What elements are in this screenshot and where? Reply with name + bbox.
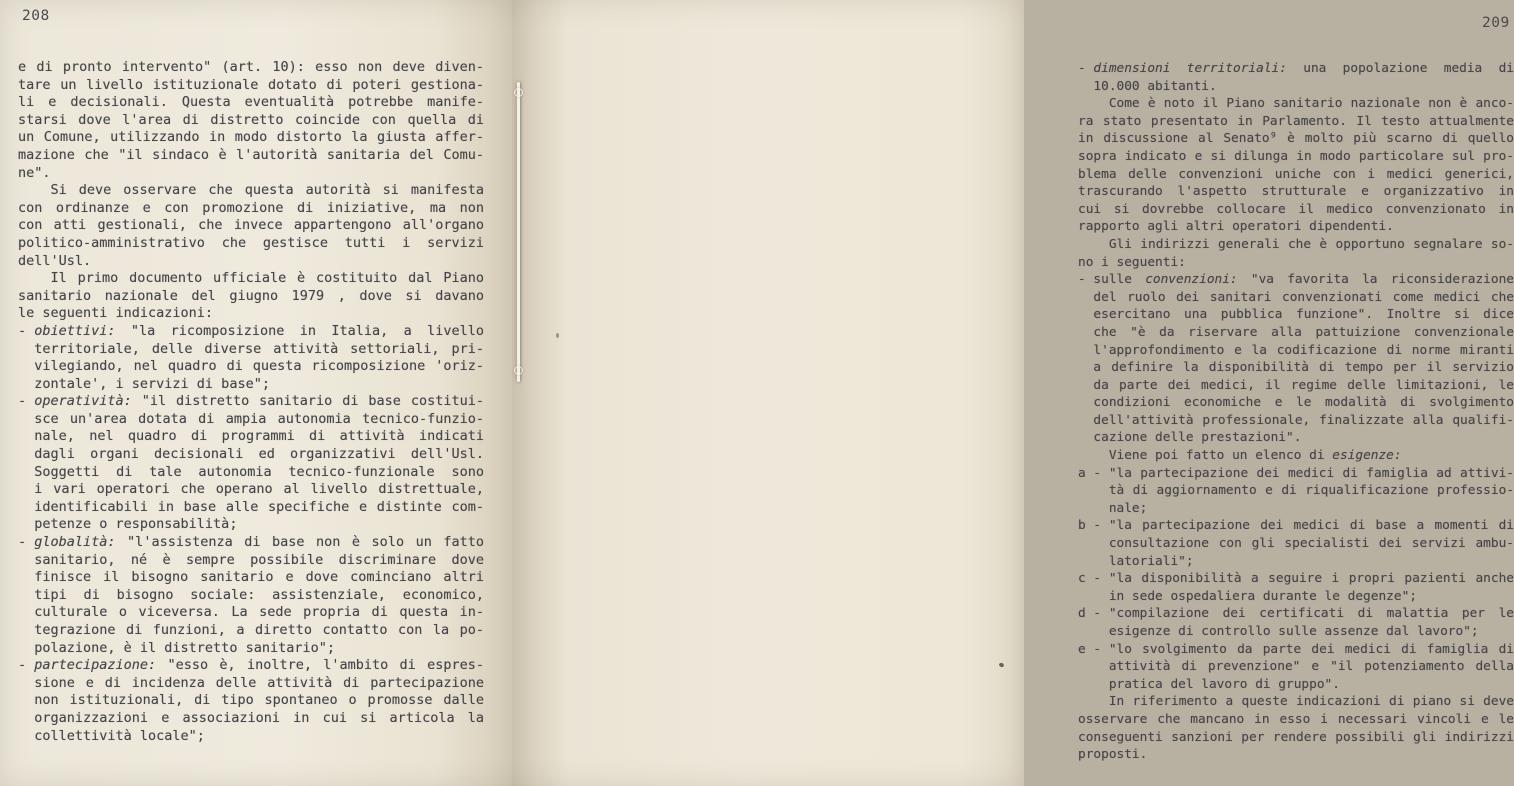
hanging-indent: [18, 604, 34, 622]
staple-mark-bottom: [514, 366, 523, 375]
text-line: [1078, 447, 1514, 465]
paragraph-indent: [1078, 693, 1109, 711]
line-text: dell'Usl.: [18, 252, 92, 269]
text-line: [1078, 641, 1514, 659]
paragraph: [18, 270, 484, 323]
hanging-indent: [18, 569, 34, 587]
list-marker: -: [18, 534, 35, 551]
text-line: [1078, 693, 1514, 711]
text-line: [18, 217, 484, 235]
text-line: [18, 305, 484, 323]
line-text: no i seguenti:: [1078, 254, 1186, 270]
text-line: [18, 200, 484, 218]
line-text: cui si dovrebbe collocare il medico convenzionato in: [1078, 201, 1514, 217]
text-line: [18, 288, 484, 306]
line-text: "lo svolgimento da parte dei medici di famiglia di: [1108, 641, 1514, 657]
text-line: [18, 587, 484, 605]
line-text: sanitario, né è sempre possibile discriminare dove: [34, 551, 484, 568]
line-text: tare un livello istituzionale dotato di poteri gestiona-: [18, 76, 484, 93]
hanging-indent: [1078, 553, 1109, 571]
text-line: [18, 270, 484, 288]
text-line: [18, 481, 484, 499]
line-text: a definire la disponibilità di tempo per il servizio: [1093, 360, 1514, 376]
line-text: "la disponibilità a seguire i propri pazienti anche: [1108, 571, 1514, 587]
line-text: nale;: [1108, 500, 1148, 516]
hanging-indent: [1078, 623, 1109, 641]
hanging-indent: [18, 675, 34, 693]
list-item: [1078, 60, 1514, 95]
line-text: in sede ospedaliera durante le degenze";: [1108, 588, 1417, 604]
paragraph-indent: [18, 270, 51, 288]
list-item: [1078, 570, 1514, 605]
line-text: culturale o viceversa. La sede propria di questa in-: [34, 604, 484, 621]
line-text: collettività locale";: [34, 727, 205, 744]
text-line: [1078, 746, 1514, 764]
line-text: latoriali";: [1108, 553, 1194, 569]
line-text: dell'attività professionale, finalizzate alla qualifi-: [1093, 412, 1514, 428]
text-line: [1078, 342, 1514, 360]
line-text: dagli organi decisionali ed organizzativi dell'Usl.: [34, 446, 484, 463]
hanging-indent: [1078, 78, 1093, 96]
paragraph-indent: [1078, 236, 1109, 254]
list-item: [1078, 465, 1514, 518]
line-text: da parte dei medici, il regime delle limitazioni, le: [1093, 377, 1514, 393]
text-line: [1078, 201, 1514, 219]
text-line: [18, 604, 484, 622]
text-line: [18, 622, 484, 640]
hanging-indent: [1078, 588, 1109, 606]
line-text: ne".: [18, 164, 51, 181]
list-item: [18, 657, 484, 745]
hanging-indent: [18, 428, 34, 446]
hanging-indent: [18, 464, 34, 482]
line-text: partecipazione: "esso è, inoltre, l'ambito di espres-: [34, 657, 484, 674]
line-text: l'approfondimento e la codificazione di norme miranti: [1093, 342, 1514, 358]
hanging-indent: [18, 376, 34, 394]
line-text: ra stato presentato in Parlamento. Il testo attualmente: [1078, 113, 1514, 129]
line-text: sopra indicato e si dilunga in modo particolare sul pro-: [1078, 148, 1514, 164]
hanging-indent: [18, 516, 34, 534]
list-marker: -: [18, 657, 35, 674]
line-text: conseguenti sanzioni per rendere possibili gli indirizzi: [1078, 729, 1514, 745]
list-marker: -: [1078, 272, 1094, 288]
text-line: [18, 165, 484, 183]
text-line: [1078, 166, 1514, 184]
paper-speck: [556, 333, 559, 338]
paragraph: [18, 182, 484, 270]
text-line: [18, 640, 484, 658]
text-line: [1078, 658, 1514, 676]
text-line: [1078, 377, 1514, 395]
paragraph: [1078, 447, 1514, 465]
text-line: [18, 112, 484, 130]
hanging-indent: [18, 587, 34, 605]
line-text: Come è noto il Piano sanitario nazionale non è anco-: [1108, 96, 1514, 112]
line-text: del ruolo dei sanitari convenzionati come medici che: [1093, 289, 1514, 305]
line-text: consultazione con gli specialisti dei servizi ambu-: [1108, 536, 1514, 552]
line-text: territoriale, delle diverse attività settoriali, pri-: [34, 340, 484, 357]
line-text: cazione delle prestazioni".: [1093, 430, 1302, 446]
page-number-left: 208: [22, 8, 50, 24]
line-text: petenze o responsabilità;: [34, 516, 238, 533]
hanging-indent: [1078, 394, 1093, 412]
text-line: [18, 341, 484, 359]
text-line: [1078, 359, 1514, 377]
text-line: [1078, 570, 1514, 588]
line-text: mazione che "il sindaco è l'autorità sanitaria del Comu-: [18, 146, 484, 163]
text-line: [1078, 535, 1514, 553]
text-line: [1078, 183, 1514, 201]
line-text: con ordinanze e con promozione di iniziative, ma non: [18, 199, 484, 216]
text-line: [1078, 60, 1514, 78]
hanging-indent: [18, 358, 34, 376]
line-text: "la partecipazione dei medici di base a momenti di: [1108, 518, 1514, 534]
hanging-indent: [1078, 324, 1093, 342]
line-text: organizzazioni e associazioni in cui si articola la: [34, 709, 484, 726]
text-line: [18, 446, 484, 464]
text-line: [1078, 623, 1514, 641]
text-line: [18, 464, 484, 482]
page-left-text: [18, 59, 484, 745]
hanging-indent: [1078, 412, 1093, 430]
page-left: [0, 0, 512, 786]
line-text: globalità: "l'assistenza di base non è solo un fatto: [34, 534, 484, 551]
line-text: trascurando l'aspetto strutturale e organizzativo in: [1078, 184, 1514, 200]
line-text: finisce il bisogno sanitario e dove cominciano altri: [34, 569, 484, 586]
hanging-indent: [18, 710, 34, 728]
hanging-indent: [18, 499, 34, 517]
text-line: [18, 499, 484, 517]
hanging-indent: [1078, 429, 1093, 447]
list-marker: -: [1078, 61, 1094, 76]
hanging-indent: [18, 692, 34, 710]
text-line: [18, 657, 484, 675]
line-text: 10.000 abitanti.: [1093, 78, 1217, 94]
text-line: [18, 516, 484, 534]
hanging-indent: [18, 446, 34, 464]
hanging-indent: [1078, 482, 1109, 500]
text-line: [18, 692, 484, 710]
text-line: [18, 235, 484, 253]
text-line: [1078, 588, 1514, 606]
line-text: proposti.: [1078, 747, 1148, 763]
line-text: sulle convenzioni: "va favorita la riconsiderazione: [1093, 272, 1514, 288]
line-text: identificabili in base alle specifiche e distinte com-: [34, 498, 484, 515]
paragraph-indent: [1078, 95, 1109, 113]
text-line: [18, 59, 484, 77]
line-text: li e decisionali. Questa eventualità potrebbe manife-: [18, 94, 484, 111]
hanging-indent: [18, 552, 34, 570]
list-item: [18, 323, 484, 393]
text-line: [1078, 465, 1514, 483]
line-text: le seguenti indicazioni:: [18, 305, 214, 322]
text-line: [1078, 218, 1514, 236]
text-line: [1078, 148, 1514, 166]
line-text: condizioni economiche e le modalità di svolgimento: [1093, 395, 1514, 411]
gutter-crease: [517, 82, 520, 382]
line-text: attività di prevenzione" e "il potenziamento della: [1108, 659, 1514, 675]
line-text: rapporto agli altri operatori dipendenti.: [1078, 219, 1394, 235]
hanging-indent: [18, 622, 34, 640]
text-line: [1078, 729, 1514, 747]
hanging-indent: [1078, 500, 1109, 518]
paragraph: [1078, 95, 1514, 236]
text-line: [1078, 324, 1514, 342]
list-item: [18, 393, 484, 534]
text-line: [18, 710, 484, 728]
text-line: [1078, 271, 1514, 289]
text-line: [1078, 95, 1514, 113]
line-text: polazione, è il distretto sanitario";: [34, 639, 335, 656]
paragraph: [18, 59, 484, 182]
text-line: [1078, 289, 1514, 307]
line-text: tipi di bisogno sociale: assistenziale, economico,: [34, 586, 484, 603]
list-marker: d -: [1078, 606, 1109, 622]
line-text: sanitario nazionale del giugno 1979 , dove si davano: [18, 287, 484, 304]
line-text: pratica del lavoro di gruppo".: [1108, 676, 1340, 692]
hanging-indent: [1078, 535, 1109, 553]
text-line: [1078, 429, 1514, 447]
hanging-indent: [1078, 676, 1109, 694]
page-number-right: 209: [1482, 15, 1510, 31]
text-line: [18, 552, 484, 570]
text-line: [18, 728, 484, 746]
hanging-indent: [1078, 342, 1093, 360]
page-right: [512, 0, 1514, 786]
line-text: blema delle convenzioni uniche con i medici generici,: [1078, 166, 1514, 182]
line-text: esercitano una pubblica funzione". Inoltre si dice: [1093, 307, 1514, 323]
list-marker: -: [18, 322, 35, 339]
line-text: esigenze di controllo sulle assenze dal lavoro";: [1108, 624, 1479, 639]
text-line: [1078, 500, 1514, 518]
line-text: nale, nel quadro di programmi di attività indicati: [34, 428, 484, 445]
list-item: [18, 534, 484, 657]
text-line: [18, 569, 484, 587]
text-line: [1078, 605, 1514, 623]
text-line: [1078, 254, 1514, 272]
hanging-indent: [1078, 306, 1093, 324]
line-text: con atti gestionali, che invece appartengono all'organo: [18, 217, 484, 234]
line-text: e di pronto intervento" (art. 10): esso non deve diven-: [18, 59, 484, 75]
text-line: [18, 129, 484, 147]
text-line: [18, 147, 484, 165]
line-text: Si deve osservare che questa autorità si manifesta: [50, 182, 484, 199]
text-line: [18, 376, 484, 394]
line-text: operatività: "il distretto sanitario di base costitui-: [34, 393, 484, 410]
hanging-indent: [1078, 359, 1093, 377]
line-text: In riferimento a queste indicazioni di piano si deve: [1108, 694, 1514, 710]
text-line: [1078, 394, 1514, 412]
text-line: [1078, 113, 1514, 131]
text-line: [1078, 517, 1514, 535]
line-text: Il primo documento ufficiale è costituito dal Piano: [50, 270, 484, 287]
line-text: tegrazione di funzioni, a diretto contatto con la po-: [34, 622, 484, 638]
text-line: [1078, 130, 1514, 148]
text-line: [18, 182, 484, 200]
text-line: [18, 411, 484, 429]
line-text: Gli indirizzi generali che è opportuno segnalare so-: [1108, 236, 1514, 252]
text-line: [18, 77, 484, 95]
hanging-indent: [18, 481, 34, 499]
text-line: [18, 675, 484, 693]
hanging-indent: [1078, 658, 1109, 676]
text-line: [1078, 553, 1514, 571]
list-marker: e -: [1078, 641, 1109, 657]
line-text: i vari operatori che operano al livello distrettuale,: [34, 481, 484, 498]
hanging-indent: [1078, 377, 1093, 395]
hanging-indent: [18, 411, 34, 429]
line-text: obiettivi: "la ricomposizione in Italia, a livello: [34, 322, 484, 339]
line-text: sione e di incidenza delle attività di partecipazione: [34, 674, 484, 691]
line-text: dimensioni territoriali: una popolazione media di: [1093, 61, 1514, 76]
paragraph-indent: [1078, 447, 1109, 465]
line-text: politico-amministrativo che gestisce tutti i servizi: [18, 234, 484, 251]
hanging-indent: [18, 640, 34, 658]
line-text: osservare che mancano in esso i necessari vincoli e le: [1078, 711, 1514, 727]
text-line: [1078, 711, 1514, 729]
hanging-indent: [1078, 289, 1093, 307]
line-text: che "è da riservare alla pattuizione convenzionale: [1093, 324, 1514, 340]
hanging-indent: [18, 341, 34, 359]
paragraph-indent: [18, 182, 51, 200]
line-text: Soggetti di tale autonomia tecnico-funzionale sono: [34, 463, 484, 480]
line-text: in discussione al Senato⁹ è molto più scarno di quello: [1078, 131, 1514, 147]
line-text: non istituzionali, di tipo spontaneo o promosse dalle: [34, 692, 484, 709]
text-line: [1078, 236, 1514, 254]
text-line: [1078, 412, 1514, 430]
list-item: [1078, 271, 1514, 447]
list-marker: a -: [1078, 465, 1109, 481]
paragraph: [1078, 693, 1514, 763]
text-line: [18, 534, 484, 552]
list-item: [1078, 517, 1514, 570]
line-text: "compilazione dei certificati di malattia per le: [1108, 606, 1514, 622]
list-item: [1078, 605, 1514, 640]
line-text: "la partecipazione dei medici di famiglia ad attivi-: [1108, 465, 1514, 481]
line-text: tà di aggiornamento e di riqualificazione professio-: [1108, 483, 1514, 499]
text-line: [1078, 676, 1514, 694]
text-line: [18, 393, 484, 411]
list-item: [1078, 641, 1514, 694]
list-marker: -: [18, 393, 35, 410]
list-marker: b -: [1078, 518, 1109, 534]
text-line: [1078, 306, 1514, 324]
line-text: vilegiando, nel quadro di questa ricomposizione 'oriz-: [34, 358, 484, 375]
line-text: zontale', i servizi di base";: [34, 375, 270, 392]
list-marker: c -: [1078, 571, 1109, 587]
text-line: [18, 253, 484, 271]
text-line: [18, 358, 484, 376]
staple-mark-top: [514, 88, 523, 97]
paragraph: [1078, 236, 1514, 271]
text-line: [1078, 482, 1514, 500]
hanging-indent: [18, 728, 34, 746]
line-text: Viene poi fatto un elenco di esigenze:: [1108, 448, 1402, 464]
line-text: starsi dove l'area di distretto coincide con quella di: [18, 111, 484, 128]
page-right-text: [1078, 60, 1514, 764]
text-line: [18, 428, 484, 446]
text-line: [18, 94, 484, 112]
line-text: un Comune, utilizzando in modo distorto la giusta affer-: [18, 129, 484, 146]
text-line: [18, 323, 484, 341]
text-line: [1078, 78, 1514, 96]
line-text: sce un'area dotata di ampia autonomia tecnico-funzio-: [34, 410, 484, 427]
